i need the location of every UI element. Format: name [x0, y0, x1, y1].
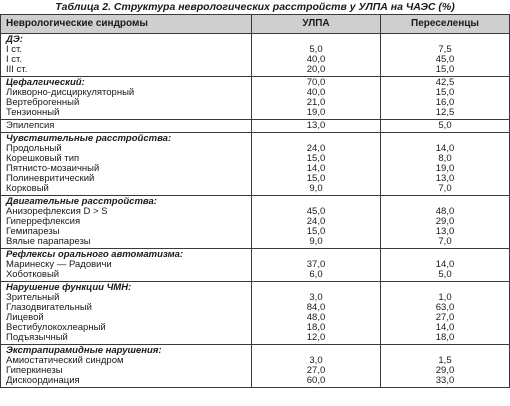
- header-syndromes: Неврологические синдромы: [6, 18, 148, 29]
- header-resettled: Переселенцы: [380, 15, 509, 33]
- table-caption: Таблица 2. Структура неврологических расстройств у УЛПА на ЧАЭС (%): [55, 1, 455, 13]
- table-cell-ulpa: 15,0: [306, 153, 326, 164]
- table-cell-ulpa: 15,0: [306, 226, 326, 237]
- header-ulpa: УЛПА: [251, 15, 380, 33]
- resettled-column: [380, 120, 509, 132]
- ulpa-column: [251, 133, 380, 195]
- table-group: [1, 344, 509, 387]
- resettled-column: [380, 345, 509, 387]
- ulpa-column: [251, 345, 380, 387]
- table-cell-ulpa: 18,0: [306, 322, 326, 333]
- table-cell-ulpa: 84,0: [306, 302, 326, 313]
- group-title: Рефлексы орального автоматизма:: [6, 249, 184, 260]
- table-cell-ulpa: 13,0: [306, 120, 326, 131]
- table-cell-resettled: 48,0: [435, 206, 455, 217]
- table-cell-resettled: 7,0: [438, 183, 452, 194]
- group-title-ulpa-value: 70,0: [306, 77, 326, 88]
- table-cell-ulpa: 20,0: [306, 64, 326, 75]
- table-cell-ulpa: 27,0: [306, 365, 326, 376]
- table-row-label: Амиостатический синдром: [6, 355, 124, 366]
- table-cell-resettled: 33,0: [435, 375, 455, 386]
- table-cell-resettled: 18,0: [435, 332, 455, 343]
- table-row-label: Гемипарезы: [6, 226, 60, 237]
- syndrome-column: [1, 120, 251, 132]
- syndrome-column: [1, 282, 251, 344]
- syndrome-column: [1, 133, 251, 195]
- table-cell-resettled: 63,0: [435, 302, 455, 313]
- resettled-column: [380, 249, 509, 281]
- group-title: ДЭ:: [6, 34, 23, 45]
- table-cell-resettled: 1,5: [438, 355, 452, 366]
- table-row-label: Вялые парапарезы: [6, 236, 91, 247]
- ulpa-column: [251, 77, 380, 119]
- table-cell-resettled: 8,0: [438, 153, 452, 164]
- table-row-label: Зрительный: [6, 292, 60, 303]
- table-group: [1, 76, 509, 119]
- ulpa-column: [251, 196, 380, 248]
- table-cell-ulpa: 40,0: [306, 87, 326, 98]
- table-row-label: I ст.: [6, 54, 22, 65]
- table-cell-resettled: 13,0: [435, 173, 455, 184]
- ulpa-column: [251, 282, 380, 344]
- syndrome-column: [1, 34, 251, 76]
- table-row-label: I ст.: [6, 44, 22, 55]
- table-cell-ulpa: 15,0: [306, 173, 326, 184]
- table-cell-resettled: 45,0: [435, 54, 455, 65]
- table-cell-resettled: 7,0: [438, 236, 452, 247]
- table-cell-ulpa: 19,0: [306, 107, 326, 118]
- table-cell-resettled: 14,0: [435, 143, 455, 154]
- table-cell-ulpa: 5,0: [309, 44, 323, 55]
- table-row-label: Глазодвигательный: [6, 302, 92, 313]
- table-row-label: Хоботковый: [6, 269, 60, 280]
- table-cell-resettled: 14,0: [435, 322, 455, 333]
- syndrome-column: [1, 345, 251, 387]
- table-cell-resettled: 1,0: [438, 292, 452, 303]
- ulpa-column: [251, 120, 380, 132]
- table-row-label: Пятнисто-мозаичный: [6, 163, 100, 174]
- table-cell-ulpa: 3,0: [309, 355, 323, 366]
- table-row-label: Полиневритический: [6, 173, 95, 184]
- table-row-label: Ликворно-дисциркуляторный: [6, 87, 135, 98]
- table-cell-resettled: 27,0: [435, 312, 455, 323]
- table-row-label: Эпилепсия: [6, 120, 55, 131]
- table-cell-ulpa: 40,0: [306, 54, 326, 65]
- ulpa-column: [251, 249, 380, 281]
- table-row-label: Тензионный: [6, 107, 60, 118]
- table-row-label: Вестибулокохлеарный: [6, 322, 106, 333]
- table-row-label: Корешковый тип: [6, 153, 80, 164]
- table-cell-ulpa: 9,0: [309, 236, 323, 247]
- group-title: Чувствительные расстройства:: [6, 133, 172, 144]
- table-cell-ulpa: 6,0: [309, 269, 323, 280]
- table-body: [1, 34, 509, 387]
- resettled-column: [380, 34, 509, 76]
- table-row-label: Корковый: [6, 183, 49, 194]
- table-group: [1, 119, 509, 132]
- table-group: [1, 248, 509, 281]
- table-cell-ulpa: 45,0: [306, 206, 326, 217]
- syndrome-column: [1, 77, 251, 119]
- resettled-column: [380, 196, 509, 248]
- table-header-row: [1, 15, 509, 34]
- table-row-label: Вертеброгенный: [6, 97, 80, 108]
- group-title: Нарушение функции ЧМН:: [6, 282, 132, 293]
- table-group: [1, 281, 509, 344]
- table-cell-ulpa: 14,0: [306, 163, 326, 174]
- resettled-column: [380, 282, 509, 344]
- table-cell-ulpa: 48,0: [306, 312, 326, 323]
- group-title: Экстрапирамидные нарушения:: [6, 345, 162, 356]
- table-cell-ulpa: 3,0: [309, 292, 323, 303]
- table-group: [1, 34, 509, 76]
- table-cell-ulpa: 24,0: [306, 143, 326, 154]
- table-row-label: Продольный: [6, 143, 62, 154]
- table-row-label: Маринеску — Радовичи: [6, 259, 112, 270]
- table-row-label: Подъязычный: [6, 332, 68, 343]
- syndrome-column: [1, 196, 251, 248]
- table-cell-resettled: 15,0: [435, 64, 455, 75]
- table-cell-resettled: 19,0: [435, 163, 455, 174]
- table-group: [1, 132, 509, 195]
- table-row-label: Лицевой: [6, 312, 44, 323]
- ulpa-column: [251, 34, 380, 76]
- resettled-column: [380, 133, 509, 195]
- table-cell-ulpa: 9,0: [309, 183, 323, 194]
- table-row-label: III ст.: [6, 64, 28, 75]
- table-row-label: Дискоординация: [6, 375, 80, 386]
- table-cell-resettled: 5,0: [438, 269, 452, 280]
- table-cell-resettled: 13,0: [435, 226, 455, 237]
- table-cell-resettled: 7,5: [438, 44, 452, 55]
- syndrome-column: [1, 249, 251, 281]
- table-group: [1, 195, 509, 248]
- table-cell-resettled: 16,0: [435, 97, 455, 108]
- table-cell-ulpa: 24,0: [306, 216, 326, 227]
- table-cell-ulpa: 60,0: [306, 375, 326, 386]
- table-cell-ulpa: 21,0: [306, 97, 326, 108]
- table-cell-resettled: 12,5: [435, 107, 455, 118]
- neurological-syndromes-table: [0, 14, 510, 388]
- table-cell-resettled: 29,0: [435, 216, 455, 227]
- table-row-label: Анизорефлексия D > S: [6, 206, 108, 217]
- table-cell-resettled: 29,0: [435, 365, 455, 376]
- table-cell-ulpa: 12,0: [306, 332, 326, 343]
- table-cell-resettled: 15,0: [435, 87, 455, 98]
- table-cell-resettled: 5,0: [438, 120, 452, 131]
- table-row-label: Гиперкинезы: [6, 365, 63, 376]
- table-cell-resettled: 14,0: [435, 259, 455, 270]
- table-row-label: Гиперрефлексия: [6, 216, 81, 227]
- group-title: Двигательные расстройства:: [6, 196, 157, 207]
- table-cell-ulpa: 37,0: [306, 259, 326, 270]
- resettled-column: [380, 77, 509, 119]
- group-title-resettled-value: 42,5: [435, 77, 455, 88]
- group-title: Цефалгический:: [6, 77, 85, 88]
